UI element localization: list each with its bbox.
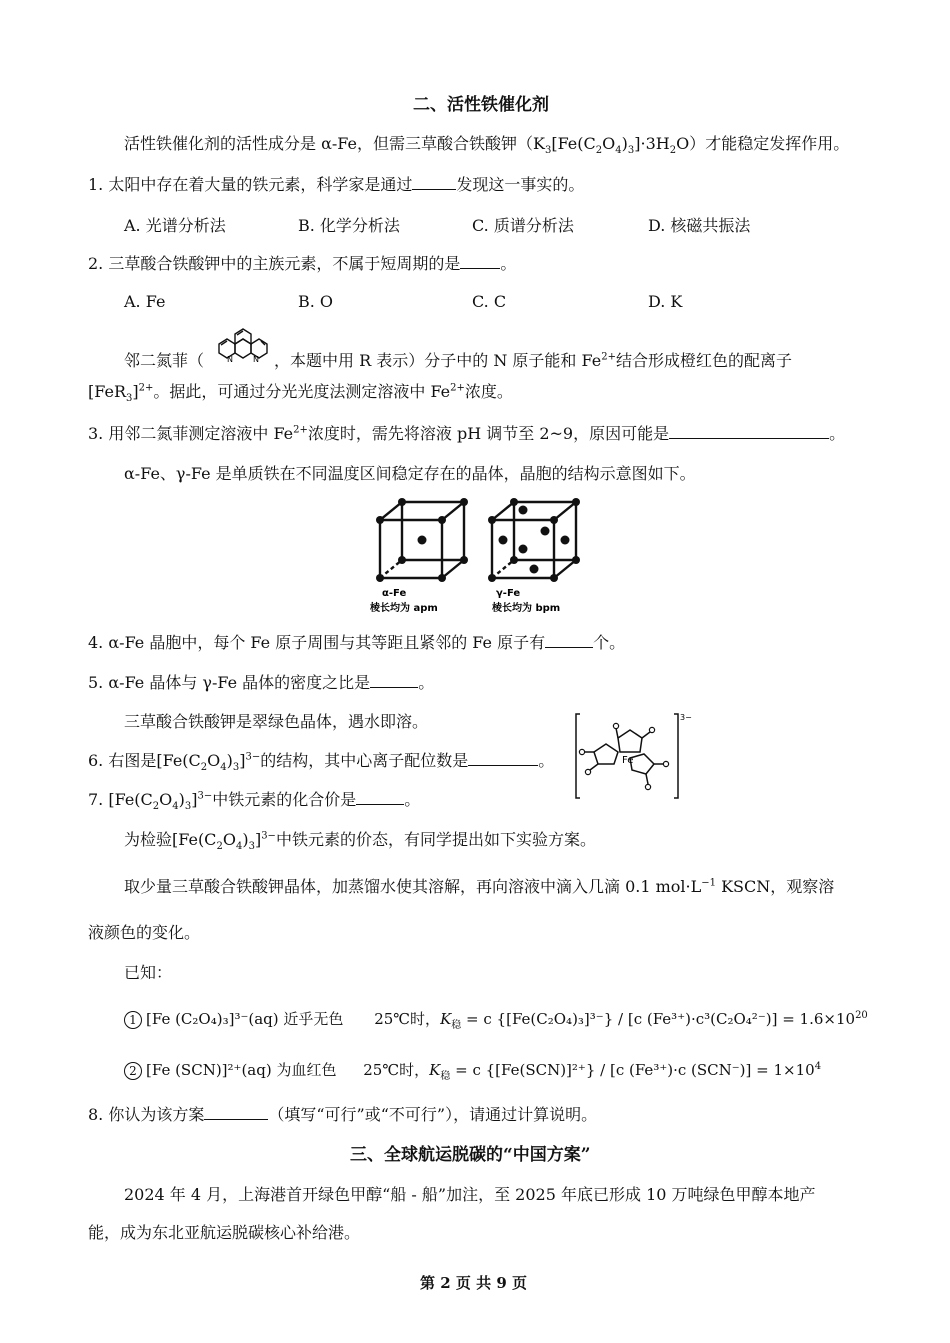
q2-option-d: D. K xyxy=(648,292,683,311)
answer-blank[interactable] xyxy=(370,673,418,688)
page-footer: 第 2 页 共 9 页 xyxy=(420,1274,527,1292)
oxalate-note: 三草酸合铁酸钾是翠绿色晶体，遇水即溶。 xyxy=(124,712,429,731)
gamma-fe-edge: 棱长均为 bpm xyxy=(492,603,561,614)
unit-cell-figure xyxy=(360,490,600,618)
alpha-fe-edge: 棱长均为 apm xyxy=(370,603,438,614)
phenanthroline-structure xyxy=(205,322,281,364)
phen-paragraph-line2: $[FeR_3]^{2+}$。据此，可通过分光光度法测定溶液中 $Fe^{2+}$浓度。 xyxy=(88,382,513,405)
known-item-2: 2 [Fe (SCN)]²⁺(aq) 为血红色 25℃时，$K_稳 = c$ {[Fe(SCN)]²⁺} / [c (Fe³⁺)·c $(SCN^-)] = 1\times 10^4$ xyxy=(124,1059,821,1081)
q1-option-a: A. 光谱分析法 xyxy=(124,216,226,235)
svg-text:N: N xyxy=(227,355,233,364)
known-heading: 已知： xyxy=(124,963,173,982)
question-7: 7. $[Fe(C_2O_4)_3]^{3-}$中铁元素的化合价是 。 xyxy=(88,790,421,813)
known-item-1: 1 [Fe (C₂O₄)₃]³⁻(aq) 近乎无色 25℃时，$K_稳 = c$ {[Fe(C₂O₄)₃]³⁻} / [c $(Fe^{3+})\cdot c^3(C_2O_4^{2-})] = 1.6\times 10^{20}$ xyxy=(124,1008,868,1030)
gamma-fe-label: γ-Fe xyxy=(496,588,521,599)
answer-blank[interactable] xyxy=(545,633,593,648)
crystal-intro: α-Fe、γ-Fe 是单质铁在不同温度区间稳定存在的晶体，晶胞的结构示意图如下。 xyxy=(124,464,696,483)
answer-blank[interactable] xyxy=(669,424,829,439)
answer-blank[interactable] xyxy=(468,751,538,766)
q2-option-b: B. O xyxy=(298,292,334,311)
section-title-3: 三、全球航运脱碳的“中国方案” xyxy=(350,1145,591,1165)
question-4: 4. α-Fe 晶胞中，每个 Fe 原子周围与其等距且紧邻的 Fe 原子有 个。 xyxy=(88,633,626,652)
experiment-procedure-cont: 液颜色的变化。 xyxy=(88,923,201,942)
q1-option-b: B. 化学分析法 xyxy=(298,216,400,235)
svg-text:N: N xyxy=(253,355,259,364)
phen-paragraph-line1: 邻二氮菲（ ，本题中用 R 表示）分子中的 N 原子能和 $Fe^{2+}$结合形成橙红色的配离子 xyxy=(124,351,792,370)
q2-option-c: C. C xyxy=(472,292,507,311)
section-title-2: 二、活性铁催化剂 xyxy=(413,95,549,115)
q1-option-c: C. 质谱分析法 xyxy=(472,216,574,235)
section3-paragraph-line1: 2024 年 4 月，上海港首开绿色甲醇“船 - 船”加注，至 2025 年底已形成 10 万吨绿色甲醇本地产 xyxy=(124,1185,816,1204)
answer-blank[interactable] xyxy=(460,254,500,269)
question-5: 5. α-Fe 晶体与 γ-Fe 晶体的密度之比是 。 xyxy=(88,673,435,692)
experiment-procedure: 取少量三草酸合铁酸钾晶体，加蒸馏水使其溶解，再向溶液中滴入几滴 0.1 $mol\cdot L^{-1}$ KSCN，观察溶 xyxy=(124,877,835,896)
question-8: 8. 你认为该方案 （填写“可行”或“不可行”），请通过计算说明。 xyxy=(88,1105,598,1124)
answer-blank[interactable] xyxy=(356,790,404,805)
experiment-intro: 为检验$[Fe(C_2O_4)_3]^{3-}$中铁元素的价态，有同学提出如下实验方案。 xyxy=(124,830,596,853)
question-1: 1. 太阳中存在着大量的铁元素，科学家是通过 发现这一事实的。 xyxy=(88,175,585,194)
fe-center-label: Fe xyxy=(622,755,634,766)
ferrioxalate-structure xyxy=(570,708,690,804)
q2-option-a: A. Fe xyxy=(124,292,166,311)
question-6: 6. 右图是$[Fe(C_2O_4)_3]^{3-}$的结构，其中心离子配位数是 。 xyxy=(88,751,555,774)
section3-paragraph-line2: 能，成为东北亚航运脱碳核心补给港。 xyxy=(88,1223,361,1242)
complex-charge: 3− xyxy=(680,713,692,722)
question-3: 3. 用邻二氮菲测定溶液中 $Fe^{2+}$浓度时，需先将溶液 pH 调节至 2~9，原因可能是 。 xyxy=(88,424,846,443)
question-2: 2. 三草酸合铁酸钾中的主族元素，不属于短周期的是 。 xyxy=(88,254,517,273)
circled-number-1: 1 xyxy=(124,1011,142,1029)
q1-option-d: D. 核磁共振法 xyxy=(648,216,751,235)
alpha-fe-label: α-Fe xyxy=(382,588,407,599)
intro-paragraph: 活性铁催化剂的活性成分是 α-Fe，但需三草酸合铁酸钾$(K_3[Fe(C_2O_4)_3]\cdot 3H_2O)$才能稳定发挥作用。 xyxy=(124,134,850,157)
circled-number-2: 2 xyxy=(124,1062,142,1080)
answer-blank[interactable] xyxy=(204,1105,268,1120)
answer-blank[interactable] xyxy=(412,175,456,190)
